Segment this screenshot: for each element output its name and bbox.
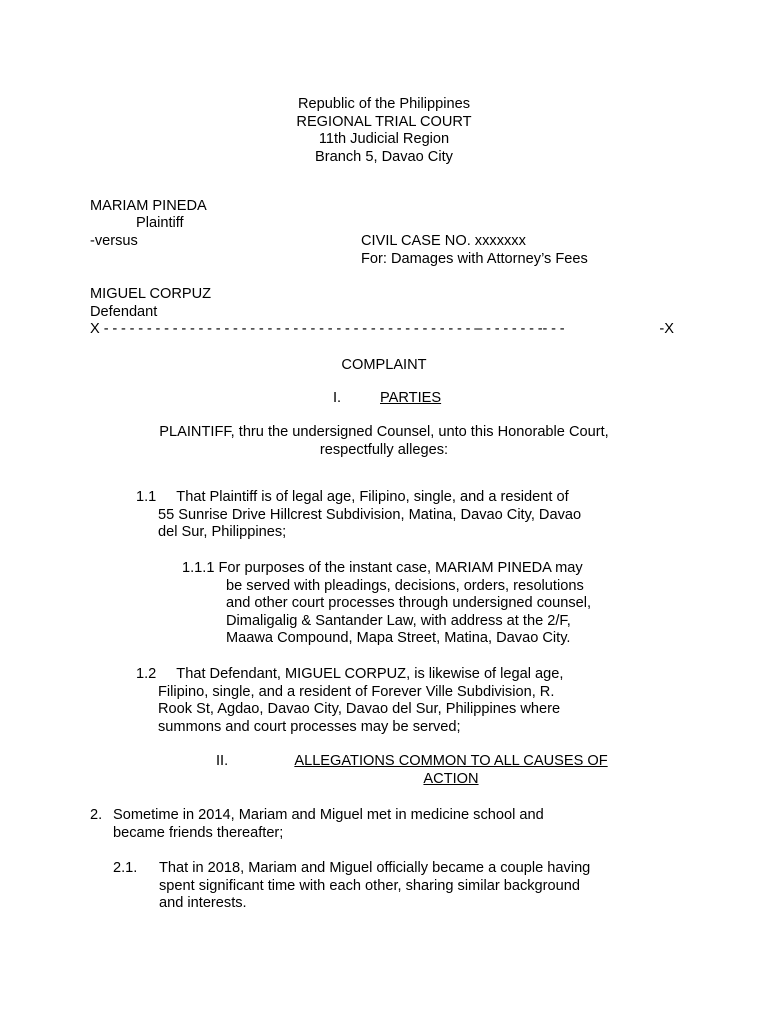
paragraph-2-1 <box>159 860 719 913</box>
intro-paragraph <box>84 424 684 459</box>
paragraph-line: summons and court processes may be served; <box>158 718 461 735</box>
paragraph-line: be served with pleadings, decisions, orders, resolutions <box>226 577 584 594</box>
paragraph-line: became friends thereafter; <box>113 824 284 841</box>
section-2-number: II. <box>216 753 229 769</box>
case-nature: For: Damages with Attorney’s Fees <box>361 251 588 267</box>
paragraph-line: 55 Sunrise Drive Hillcrest Subdivision, Matina, Davao City, Davao <box>158 506 582 523</box>
section-2-heading-line: ACTION <box>423 770 479 787</box>
court-header <box>184 96 584 166</box>
paragraph-2-1-number: 2.1. <box>113 860 138 876</box>
paragraph-line: and other court processes through undersigned counsel, <box>226 595 592 611</box>
plaintiff-name: MARIAM PINEDA <box>90 198 207 214</box>
paragraph-line: 1.2 That Defendant, MIGUEL CORPUZ, is likewise of legal age, <box>136 666 564 682</box>
versus-label: -versus <box>90 233 138 249</box>
court-header-region: 11th Judicial Region <box>318 131 450 147</box>
paragraph-1-2 <box>136 666 696 736</box>
paragraph-line: Rook St, Agdao, Davao City, Davao del Sur, Philippines where <box>158 701 561 717</box>
document-title: COMPLAINT <box>341 357 427 373</box>
intro-line: PLAINTIFF, thru the undersigned Counsel, unto this Honorable Court, <box>159 424 609 440</box>
paragraph-line: spent significant time with each other, sharing similar background <box>159 877 581 894</box>
section-2-heading <box>240 753 662 788</box>
intro-line: respectfully alleges: <box>319 441 449 458</box>
caption-separator <box>90 321 680 339</box>
section-1-number: I. <box>333 390 342 406</box>
paragraph-1-1 <box>136 489 696 542</box>
paragraph-line: Dimaligalig & Santander Law, with address at the 2/F, <box>226 612 571 629</box>
paragraph-line: 1.1 That Plaintiff is of legal age, Filipino, single, and a resident of <box>136 489 569 505</box>
paragraph-line: Filipino, single, and a resident of Forever Ville Subdivision, R. <box>158 683 555 700</box>
paragraph-line: That in 2018, Mariam and Miguel officially became a couple having <box>159 860 591 876</box>
separator-end: -X <box>659 321 674 337</box>
paragraph-2 <box>113 807 673 842</box>
court-header-branch: Branch 5, Davao City <box>315 148 453 165</box>
separator-dashes: - - - - - - - - - - - - - - - - - - - - - - - - - - - - - - - - - - - - - - - - - - - – - - - - - - -- - - <box>103 321 565 337</box>
case-number: CIVIL CASE NO. xxxxxxx <box>361 233 526 249</box>
court-header-republic: Republic of the Philippines <box>298 96 470 112</box>
plaintiff-role: Plaintiff <box>136 215 184 231</box>
paragraph-line: Maawa Compound, Mapa Street, Matina, Davao City. <box>226 630 571 646</box>
defendant-role: Defendant <box>90 304 158 320</box>
defendant-name: MIGUEL CORPUZ <box>90 286 212 302</box>
separator-start: X <box>90 321 100 337</box>
paragraph-1-1-1 <box>182 560 682 648</box>
court-header-court: REGIONAL TRIAL COURT <box>296 113 472 130</box>
paragraph-line: and interests. <box>159 895 247 911</box>
section-1-heading: PARTIES <box>380 390 442 406</box>
paragraph-line: 1.1.1 For purposes of the instant case, MARIAM PINEDA may <box>182 560 583 576</box>
paragraph-line: del Sur, Philippines; <box>158 524 287 540</box>
paragraph-2-number: 2. <box>90 807 103 823</box>
paragraph-line: Sometime in 2014, Mariam and Miguel met in medicine school and <box>113 807 544 823</box>
section-2-heading-line: ALLEGATIONS COMMON TO ALL CAUSES OF <box>294 753 608 769</box>
